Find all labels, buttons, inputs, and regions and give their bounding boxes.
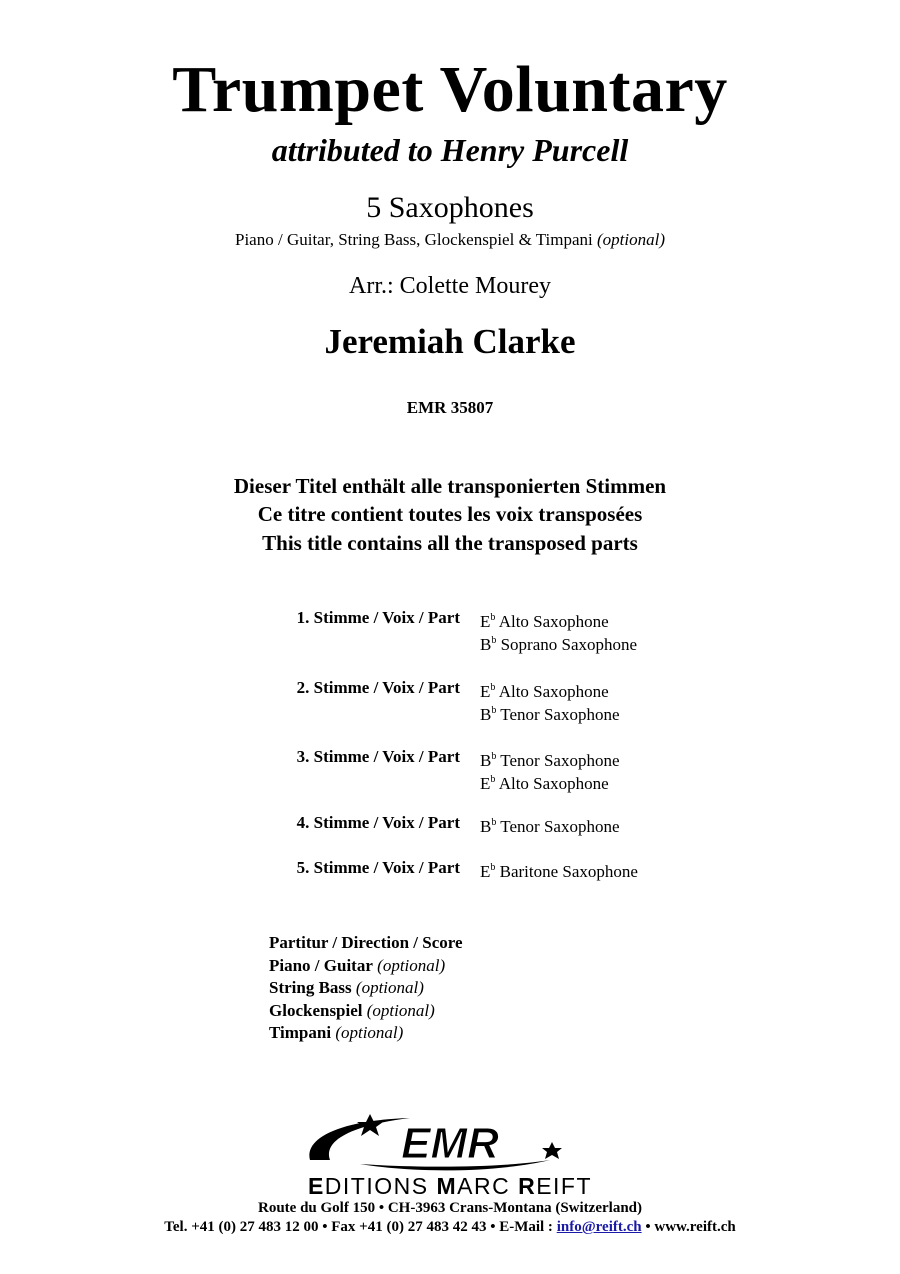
part-1-label: 1. Stimme / Voix / Part bbox=[296, 608, 460, 627]
score-item: String Bass (optional) bbox=[269, 978, 424, 997]
flat-sign: b bbox=[491, 705, 497, 716]
part-4-line-1: $B^b$ Tenor Saxophone bbox=[480, 817, 620, 836]
notice-english: This title contains all the transposed parts bbox=[262, 531, 638, 555]
part-2-line-2: $B^b$ Tenor Saxophone bbox=[480, 705, 620, 724]
score-item: Piano / Guitar (optional) bbox=[269, 955, 446, 975]
instruments-text: Piano / Guitar, String Bass, Glockenspiel & Timpani bbox=[235, 230, 593, 249]
emr-logo bbox=[300, 1108, 600, 1176]
part-2-label: 2. Stimme / Voix / Part bbox=[296, 678, 460, 697]
part-1-line-2: $B^b$ Soprano Saxophone bbox=[480, 635, 638, 654]
publisher-address: Route du Golf 150 • CH-3963 Crans-Montana (Switzerland) bbox=[258, 1200, 642, 1216]
flat-sign: b bbox=[490, 612, 496, 623]
publisher-name: EDITIONS MARC REIFT bbox=[307, 1173, 593, 1199]
star-icon bbox=[542, 1142, 562, 1159]
part-2-line-1: $E^b$ Alto Saxophone bbox=[480, 682, 609, 701]
part-3-label: 3. Stimme / Voix / Part bbox=[296, 747, 460, 766]
part-5-line-1: $E^b$ Baritone Saxophone bbox=[480, 862, 638, 881]
publisher-contact: Tel. +41 (0) 27 483 12 00 • Fax +41 (0) 27 483 42 43 • E-Mail : info@reift.ch • www.reift.ch bbox=[164, 1219, 736, 1235]
score-item: Glockenspiel (optional) bbox=[269, 1000, 435, 1020]
composer-name: Jeremiah Clarke bbox=[324, 322, 576, 361]
notice-german: Dieser Titel enthält alle transponierten Stimmen bbox=[233, 474, 667, 498]
part-3-line-1: $B^b$ Tenor Saxophone bbox=[480, 751, 620, 770]
part-5-instruments bbox=[480, 858, 638, 881]
catalog-number: EMR 35807 bbox=[406, 398, 494, 417]
part-3-line-2: $E^b$ Alto Saxophone bbox=[480, 774, 609, 793]
part-4-label: 4. Stimme / Voix / Part bbox=[296, 813, 460, 832]
email-link[interactable]: info@reift.ch bbox=[556, 1219, 642, 1235]
arranger-line: Arr.: Colette Mourey bbox=[349, 273, 551, 299]
flat-sign: b bbox=[490, 774, 496, 785]
part-3-instruments bbox=[480, 747, 620, 793]
attribution-subtitle: attributed to Henry Purcell bbox=[271, 132, 629, 168]
flat-sign: b bbox=[491, 817, 497, 828]
ensemble-line: 5 Saxophones bbox=[366, 191, 534, 224]
score-item: Partitur / Direction / Score bbox=[269, 933, 463, 952]
part-1-instruments bbox=[480, 608, 637, 654]
piece-title: Trumpet Voluntary bbox=[172, 53, 728, 126]
part-2-instruments bbox=[480, 678, 620, 724]
logo-lettering: EMR bbox=[401, 1119, 499, 1168]
part-1-line-1: $E^b$ Alto Saxophone bbox=[480, 612, 609, 631]
flat-sign: b bbox=[490, 682, 496, 693]
flat-sign: b bbox=[491, 751, 497, 762]
part-5-label: 5. Stimme / Voix / Part bbox=[296, 858, 460, 877]
score-item: Timpani (optional) bbox=[269, 1023, 404, 1042]
notice-french: Ce titre contient toutes les voix transposées bbox=[257, 502, 643, 526]
flat-sign: b bbox=[491, 635, 497, 646]
flat-sign: b bbox=[490, 862, 496, 873]
score-list bbox=[269, 932, 463, 1045]
part-4-instruments bbox=[480, 813, 620, 836]
optional-note: (optional) bbox=[597, 230, 665, 249]
optional-instruments-line bbox=[0, 229, 900, 251]
